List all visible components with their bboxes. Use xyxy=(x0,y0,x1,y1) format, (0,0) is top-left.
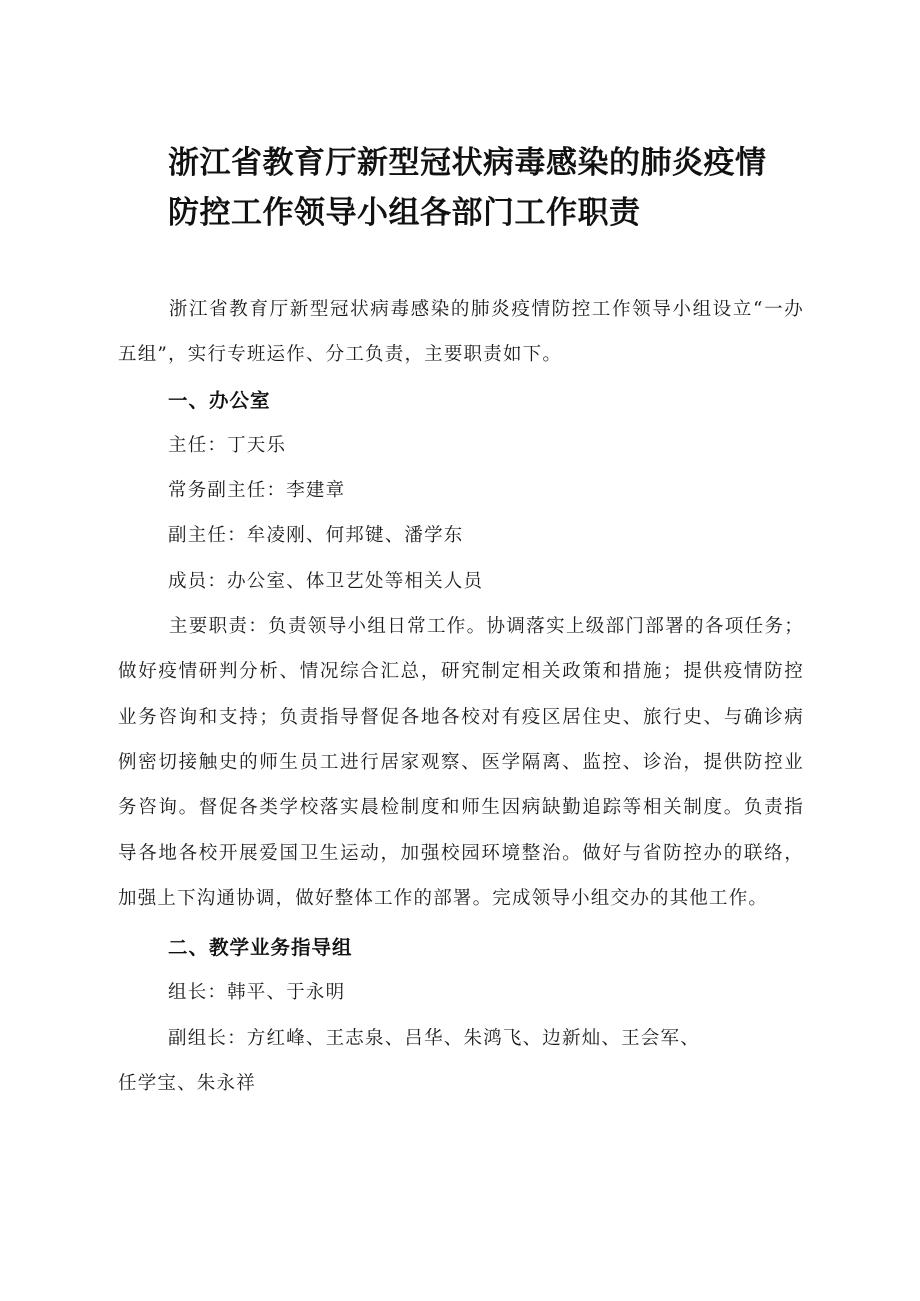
title-line-1: 浙江省教育厅新型冠状病毒感染的肺炎疫情 xyxy=(168,145,767,181)
office-members: 成员：办公室、体卫艺处等相关人员 xyxy=(168,570,484,592)
document-body xyxy=(118,287,804,1106)
intro-paragraph: 浙江省教育厅新型冠状病毒感染的肺炎疫情防控工作领导小组设立“一办五组”，实行专班运作、分工负责，主要职责如下。 xyxy=(118,299,804,366)
section-heading-office: 一、办公室 xyxy=(168,388,271,412)
office-duties: 主要职责：负责领导小组日常工作。协调落实上级部门部署的各项任务；做好疫情研判分析、情况综合汇总，研究制定相关政策和措施；提供疫情防控业务咨询和支持；负责指导督促各地各校对有疫区居住史、旅行史、与确诊病例密切接触史的师生员工进行居家观察、医学隔离、监控、诊治，提供防控业务咨询。督促各类学校落实晨检制度和师生因病缺勤追踪等相关制度。负责指导各地各校开展爱国卫生运动，加强校园环境整治。做好与省防控办的联络，加强上下沟通协调，做好整体工作的部署。完成领导小组交办的其他工作。 xyxy=(118,616,804,909)
office-exec-deputy: 常务副主任：李建章 xyxy=(168,480,346,502)
teaching-deputy-leaders-line-1: 副组长：方红峰、王志泉、吕华、朱鸿飞、边新灿、王会军、 xyxy=(168,1027,700,1049)
teaching-deputy-leaders-line-2: 任学宝、朱永祥 xyxy=(118,1073,256,1095)
title-line-2: 防控工作领导小组各部门工作职责 xyxy=(168,195,641,231)
office-director: 主任：丁天乐 xyxy=(168,434,287,456)
document-title xyxy=(168,138,808,238)
teaching-leaders: 组长：韩平、于永明 xyxy=(168,982,346,1004)
section-heading-teaching: 二、教学业务指导组 xyxy=(168,936,353,960)
office-deputies: 副主任：牟凌刚、何邦键、潘学东 xyxy=(168,525,464,547)
